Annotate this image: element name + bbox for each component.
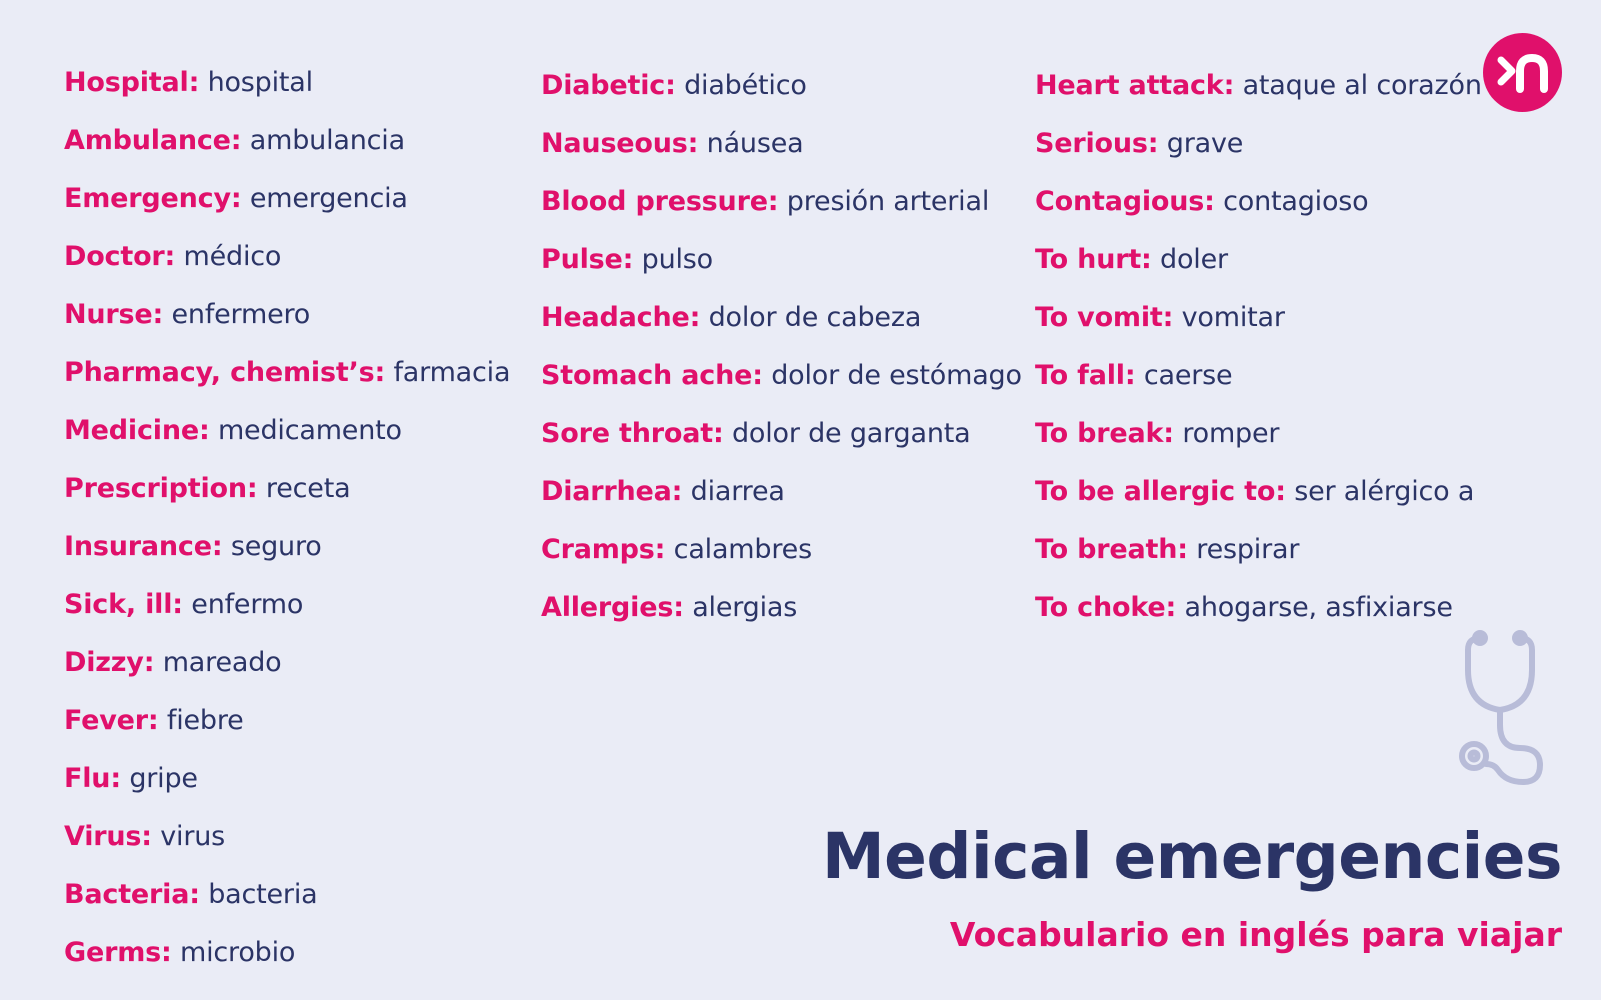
vocab-translation: ataque al corazón bbox=[1242, 70, 1482, 101]
vocab-entry bbox=[64, 705, 244, 737]
vocab-term: To break: bbox=[1035, 418, 1174, 449]
vocab-entry bbox=[64, 473, 350, 505]
vocab-translation: ahogarse, asfixiarse bbox=[1184, 592, 1453, 623]
vocab-term: Prescription: bbox=[64, 473, 258, 504]
vocab-translation: bacteria bbox=[208, 879, 318, 910]
vocab-entry bbox=[64, 125, 405, 157]
vocab-translation: enfermero bbox=[171, 299, 311, 330]
vocab-term: Virus: bbox=[64, 821, 152, 852]
vocab-translation: diarrea bbox=[690, 476, 785, 507]
vocab-term: To fall: bbox=[1035, 360, 1136, 391]
vocab-translation: fiebre bbox=[166, 705, 244, 736]
vocab-term: Bacteria: bbox=[64, 879, 200, 910]
vocab-translation: virus bbox=[160, 821, 226, 852]
vocab-term: Sick, ill: bbox=[64, 589, 183, 620]
vocab-translation: pulso bbox=[641, 244, 713, 275]
vocab-translation: contagioso bbox=[1223, 186, 1369, 217]
vocab-translation: náusea bbox=[706, 128, 804, 159]
vocab-translation: alergias bbox=[692, 592, 798, 623]
vocab-entry bbox=[64, 241, 281, 273]
vocab-entry bbox=[1035, 302, 1285, 334]
vocab-entry bbox=[64, 299, 310, 331]
vocab-entry bbox=[541, 360, 1022, 392]
vocab-term: Dizzy: bbox=[64, 647, 155, 678]
vocab-entry bbox=[541, 418, 970, 450]
vocab-term: Diabetic: bbox=[541, 70, 676, 101]
vocab-term: Pharmacy, chemist’s: bbox=[64, 357, 386, 388]
vocab-entry bbox=[541, 186, 989, 218]
vocab-entry bbox=[64, 589, 303, 621]
vocab-entry bbox=[1035, 476, 1474, 508]
vocab-term: Serious: bbox=[1035, 128, 1159, 159]
vocab-entry bbox=[64, 531, 322, 563]
vocab-translation: respirar bbox=[1196, 534, 1300, 565]
vocab-term: Stomach ache: bbox=[541, 360, 763, 391]
page-title: Medical emergencies bbox=[821, 820, 1562, 893]
vocab-entry bbox=[1035, 360, 1232, 392]
vocab-translation: médico bbox=[183, 241, 282, 272]
vocab-translation: dolor de garganta bbox=[731, 418, 971, 449]
vocab-term: To hurt: bbox=[1035, 244, 1152, 275]
vocab-translation: diabético bbox=[684, 70, 807, 101]
vocab-term: Germs: bbox=[64, 937, 172, 968]
vocab-entry bbox=[64, 821, 225, 853]
vocab-entry bbox=[1035, 592, 1453, 624]
vocab-translation: enfermo bbox=[191, 589, 304, 620]
vocab-translation: gripe bbox=[129, 763, 198, 794]
vocab-translation: caerse bbox=[1143, 360, 1233, 391]
vocab-translation: dolor de estómago bbox=[771, 360, 1022, 391]
vocab-entry bbox=[541, 244, 713, 276]
vocab-entry bbox=[64, 879, 317, 911]
vocab-translation: emergencia bbox=[249, 183, 408, 214]
vocab-translation: presión arterial bbox=[786, 186, 990, 217]
vocab-term: Heart attack: bbox=[1035, 70, 1235, 101]
vocab-term: Blood pressure: bbox=[541, 186, 779, 217]
vocab-entry bbox=[1035, 186, 1368, 218]
page-subtitle: Vocabulario en inglés para viajar bbox=[949, 915, 1562, 954]
vocab-translation: farmacia bbox=[393, 357, 511, 388]
vocab-term: Nauseous: bbox=[541, 128, 699, 159]
vocab-entry bbox=[541, 302, 921, 334]
vocab-term: Ambulance: bbox=[64, 125, 242, 156]
vocab-term: Headache: bbox=[541, 302, 701, 333]
vocab-term: To breath: bbox=[1035, 534, 1188, 565]
vocab-translation: ambulancia bbox=[249, 125, 405, 156]
vocab-entry bbox=[1035, 128, 1243, 160]
vocab-entry bbox=[64, 415, 402, 447]
vocab-entry bbox=[64, 763, 198, 795]
vocab-entry bbox=[64, 183, 408, 215]
vocab-translation: vomitar bbox=[1181, 302, 1285, 333]
vocab-translation: receta bbox=[265, 473, 351, 504]
vocab-entry bbox=[1035, 418, 1279, 450]
vocab-translation: seguro bbox=[230, 531, 322, 562]
vocab-term: Medicine: bbox=[64, 415, 210, 446]
vocab-translation: microbio bbox=[179, 937, 296, 968]
vocab-term: Hospital: bbox=[64, 67, 200, 98]
stethoscope-icon bbox=[1458, 630, 1568, 799]
vocab-entry bbox=[541, 128, 803, 160]
vocab-translation: romper bbox=[1182, 418, 1280, 449]
vocab-entry bbox=[1035, 534, 1299, 566]
vocab-translation: dolor de cabeza bbox=[708, 302, 922, 333]
vocab-entry bbox=[1035, 244, 1228, 276]
vocab-translation: medicamento bbox=[217, 415, 402, 446]
vocab-entry bbox=[541, 534, 812, 566]
vocab-translation: doler bbox=[1160, 244, 1228, 275]
vocab-term: Diarrhea: bbox=[541, 476, 683, 507]
vocab-term: Flu: bbox=[64, 763, 121, 794]
brand-logo-icon bbox=[1483, 33, 1562, 112]
vocab-term: Emergency: bbox=[64, 183, 242, 214]
vocab-term: Insurance: bbox=[64, 531, 223, 562]
vocab-entry bbox=[541, 476, 785, 508]
vocab-entry bbox=[1035, 70, 1482, 102]
vocab-term: Nurse: bbox=[64, 299, 164, 330]
vocab-entry bbox=[64, 647, 281, 679]
vocab-term: To vomit: bbox=[1035, 302, 1174, 333]
vocab-translation: hospital bbox=[207, 67, 313, 98]
vocab-entry bbox=[64, 67, 313, 99]
vocab-term: Sore throat: bbox=[541, 418, 724, 449]
vocab-entry bbox=[541, 592, 797, 624]
vocab-term: Doctor: bbox=[64, 241, 176, 272]
vocab-entry bbox=[541, 70, 807, 102]
vocab-term: Allergies: bbox=[541, 592, 684, 623]
vocab-term: Contagious: bbox=[1035, 186, 1215, 217]
vocab-translation: calambres bbox=[673, 534, 812, 565]
vocab-term: Fever: bbox=[64, 705, 159, 736]
vocab-term: Pulse: bbox=[541, 244, 634, 275]
vocab-translation: grave bbox=[1166, 128, 1244, 159]
vocab-term: Cramps: bbox=[541, 534, 666, 565]
vocab-translation: ser alérgico a bbox=[1294, 476, 1475, 507]
vocab-translation: mareado bbox=[162, 647, 282, 678]
vocab-term: To choke: bbox=[1035, 592, 1177, 623]
vocab-entry bbox=[64, 357, 510, 389]
vocab-term: To be allergic to: bbox=[1035, 476, 1286, 507]
vocab-entry bbox=[64, 937, 295, 969]
